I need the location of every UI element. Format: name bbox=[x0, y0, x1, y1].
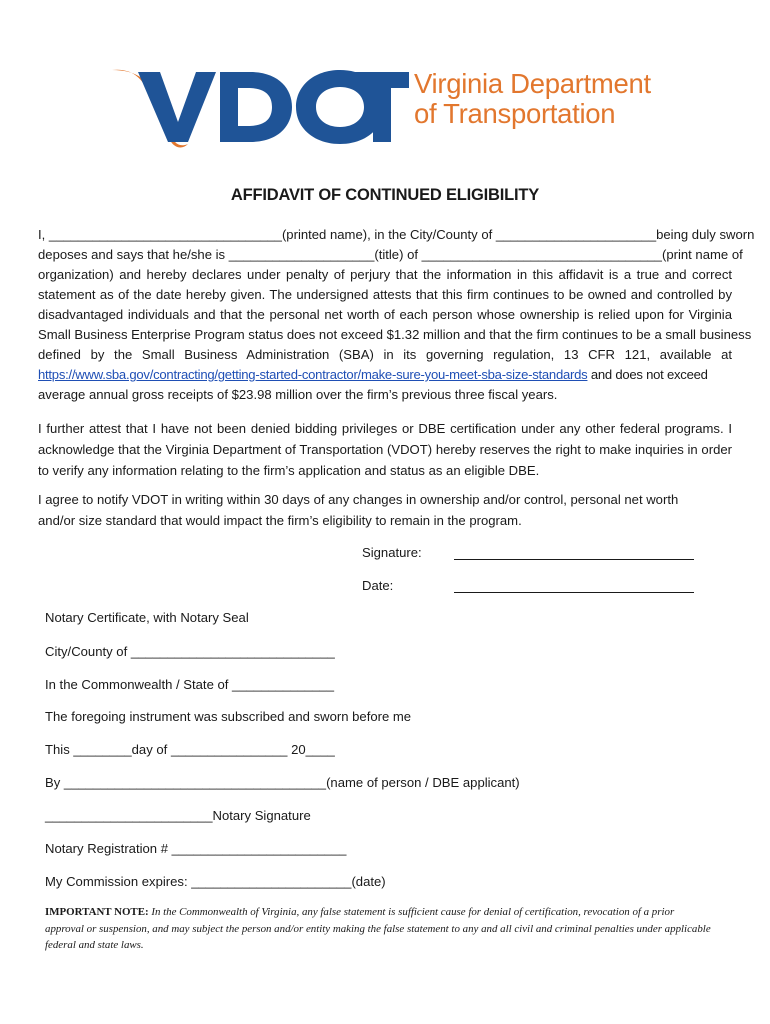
paragraph-line-tail: and does not exceed bbox=[587, 367, 708, 382]
affidavit-paragraph-2 bbox=[38, 418, 732, 481]
paragraph-line: acknowledge that the Virginia Department of Transportation (VDOT) hereby reserves the right to make inquiries in order bbox=[38, 442, 732, 457]
paragraph-line: I agree to notify VDOT in writing within 30 days of any changes in ownership and/or control, personal net worth bbox=[38, 492, 679, 507]
date-label: Date: bbox=[362, 578, 394, 593]
date-line[interactable] bbox=[454, 578, 694, 593]
affidavit-paragraph-3 bbox=[38, 489, 732, 531]
paragraph-line: I, ________________________________(printed name), in the City/County of ______________________being duly sworn bbox=[38, 227, 755, 242]
notary-commission: My Commission expires: ______________________(date) bbox=[45, 874, 386, 889]
notary-by-line: By ____________________________________(name of person / DBE applicant) bbox=[45, 775, 520, 790]
logo-line-2: of Transportation bbox=[414, 98, 616, 129]
vdot-logo-text bbox=[414, 69, 651, 129]
paragraph-line bbox=[38, 365, 732, 385]
sba-size-standards-link[interactable]: https://www.sba.gov/contracting/getting-started-contractor/make-sure-you-meet-sba-size-standards bbox=[38, 367, 588, 382]
paragraph-line: and/or size standard that would impact the firm’s eligibility to remain in the program. bbox=[38, 513, 522, 528]
notary-foregoing: The foregoing instrument was subscribed and sworn before me bbox=[45, 709, 412, 724]
paragraph-line: deposes and says that he/she is ____________________(title) of _________________________________(print name of bbox=[38, 247, 743, 262]
paragraph-line: I further attest that I have not been denied bidding privileges or DBE certification under any other federal programs. I bbox=[38, 421, 732, 436]
notary-signature-line: _______________________Notary Signature bbox=[45, 808, 311, 823]
paragraph-line: organization) and hereby declares under penalty of perjury that the information in this affidavit is a true and correct bbox=[38, 267, 732, 282]
logo-line-1: Virginia Department bbox=[414, 68, 651, 99]
paragraph-line: average annual gross receipts of $23.98 million over the firm’s previous three fiscal years. bbox=[38, 387, 558, 402]
signature-label: Signature: bbox=[362, 545, 422, 560]
paragraph-line: Small Business Enterprise Program status does not exceed $1.32 million and that the firm continues to be a small business bbox=[38, 327, 752, 342]
notary-city-county: City/County of ____________________________ bbox=[45, 644, 335, 659]
paragraph-line: to verify any information relating to the firm’s application and status as an eligible DBE. bbox=[38, 463, 540, 478]
paragraph-line: defined by the Small Business Administration (SBA) in its governing regulation, 13 CFR 121, available at bbox=[38, 347, 732, 362]
notary-state: In the Commonwealth / State of ______________ bbox=[45, 677, 334, 692]
vdot-t-graphic bbox=[353, 62, 413, 152]
paragraph-line: statement as of the date hereby given. The undersigned attests that this firm continues to be owned and controlled by bbox=[38, 287, 732, 302]
signature-line[interactable] bbox=[454, 545, 694, 560]
notary-day-line: This ________day of ________________ 20____ bbox=[45, 742, 335, 757]
affidavit-paragraph-1 bbox=[38, 225, 755, 405]
important-note-text: In the Commonwealth of Virginia, any false statement is sufficient cause for denial of certification, revocation of a prior approval or suspension, and may subject the person and/or entity making the false statement to any and all civil and criminal penalties under applicable federal and state laws. bbox=[45, 906, 711, 951]
important-note bbox=[45, 904, 715, 954]
paragraph-line: disadvantaged individuals and that the personal net worth of each person whose ownership is relied upon for Virginia bbox=[38, 307, 732, 322]
document-title: AFFIDAVIT OF CONTINUED ELIGIBILITY bbox=[230, 186, 540, 204]
notary-registration: Notary Registration # ________________________ bbox=[45, 841, 347, 856]
notary-heading: Notary Certificate, with Notary Seal bbox=[45, 610, 249, 625]
important-note-label: IMPORTANT NOTE: bbox=[45, 906, 149, 918]
